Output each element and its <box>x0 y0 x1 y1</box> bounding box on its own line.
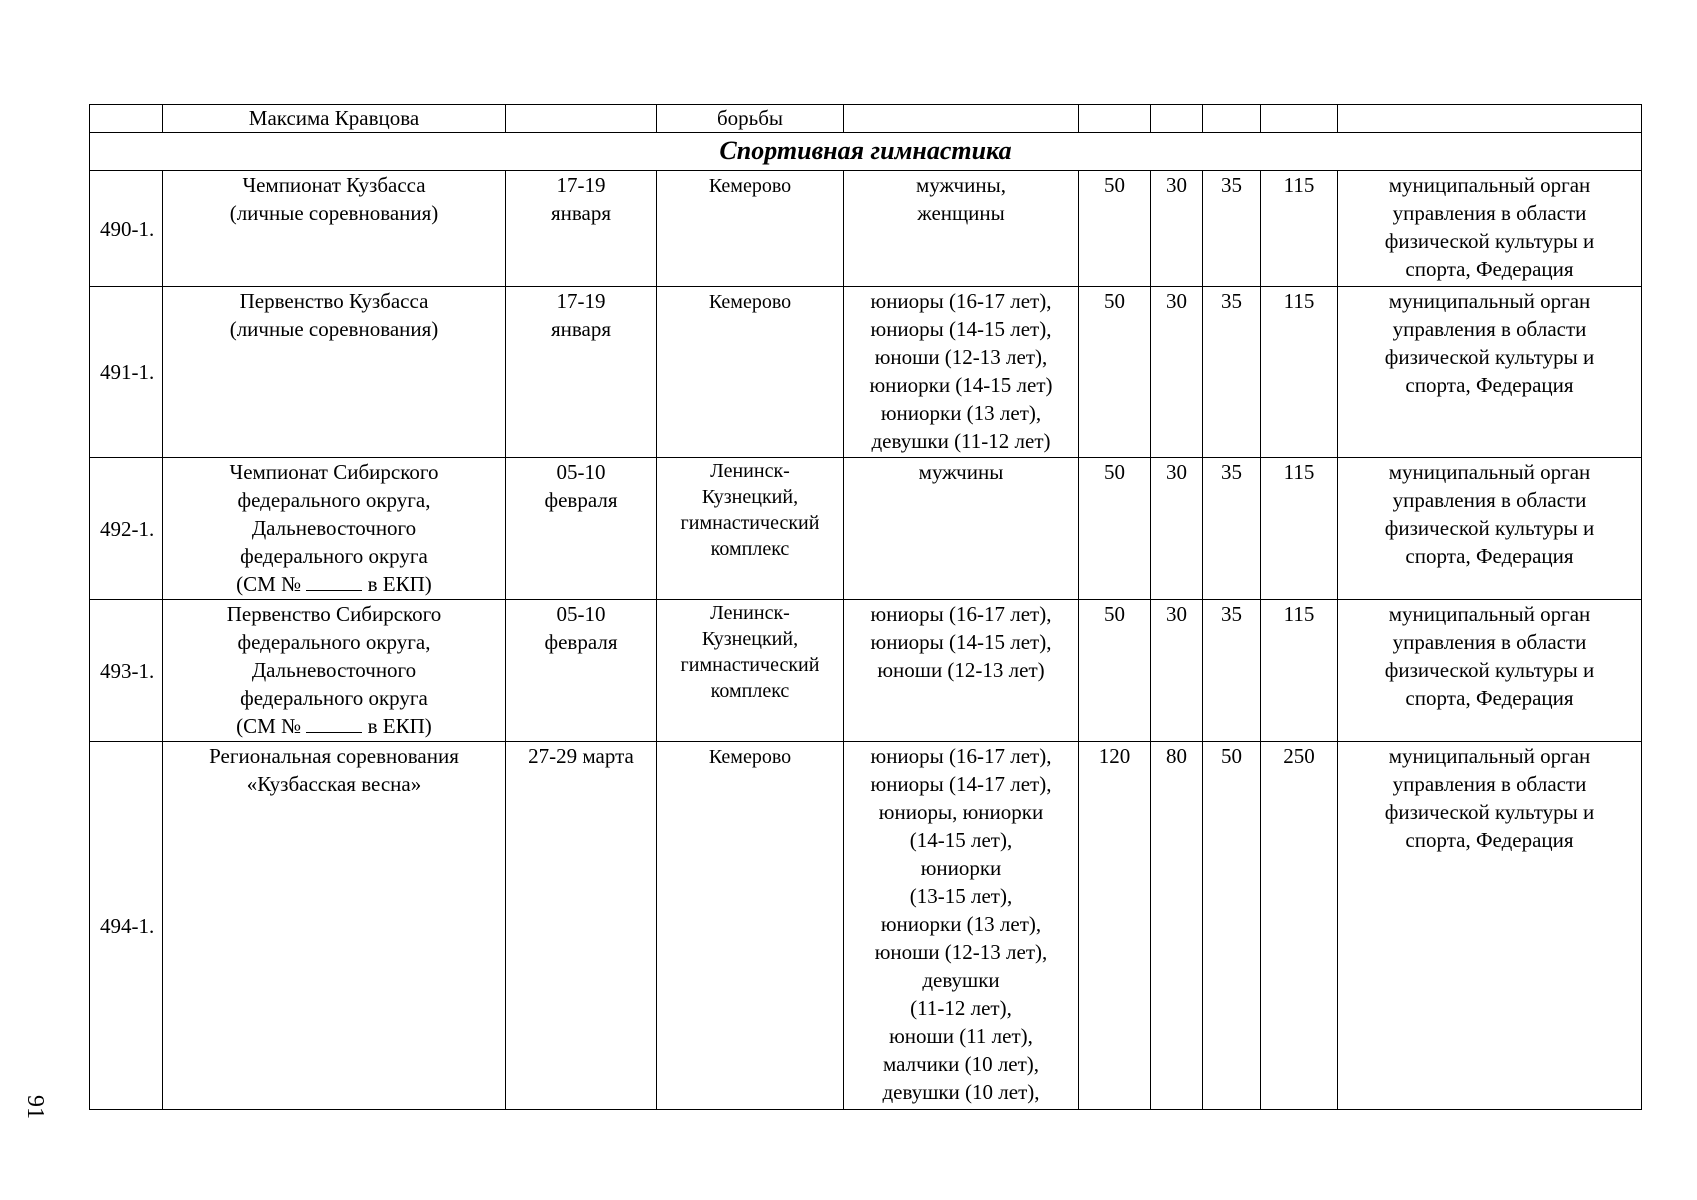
count-total: 115 <box>1261 171 1338 287</box>
cell-c3 <box>1203 105 1261 133</box>
event-name-line: федерального округа, <box>237 630 431 654</box>
count-total: 115 <box>1261 600 1338 742</box>
event-participants: юниоры (16-17 лет), юниоры (14-15 лет), юноши (12-13 лет), юниорки (14-15 лет) юниорки (13 лет), девушки (11-12 лет) <box>844 287 1079 458</box>
event-place: Ленинск- Кузнецкий, гимнастический комплекс <box>657 458 844 600</box>
event-name-line: федерального округа, <box>237 488 431 512</box>
cell-name: Максима Кравцова <box>163 105 506 133</box>
row-number: 492-1. <box>90 458 163 600</box>
count-1: 120 <box>1079 742 1151 1110</box>
count-total: 115 <box>1261 287 1338 458</box>
count-1: 50 <box>1079 171 1151 287</box>
count-3: 35 <box>1203 458 1261 600</box>
schedule-sheet <box>89 104 1641 1110</box>
cell-dates <box>506 105 657 133</box>
count-2: 30 <box>1151 287 1203 458</box>
event-participants: мужчины, женщины <box>844 171 1079 287</box>
event-name: Чемпионат Кузбасса (личные соревнования) <box>163 171 506 287</box>
table-row <box>90 287 1642 458</box>
cell-total <box>1261 105 1338 133</box>
event-name <box>163 600 506 742</box>
page-number: 91 <box>22 1095 48 1119</box>
count-1: 50 <box>1079 600 1151 742</box>
ekp-reference-suffix: в ЕКП) <box>367 714 432 738</box>
count-2: 30 <box>1151 600 1203 742</box>
event-place: Ленинск- Кузнецкий, гимнастический комплекс <box>657 600 844 742</box>
row-number: 494-1. <box>90 742 163 1110</box>
event-name-line: Дальневосточного <box>251 516 417 540</box>
event-participants: юниоры (16-17 лет), юниоры (14-17 лет), юниоры, юниорки (14-15 лет), юниорки (13-15 лет), юниорки (13 лет), юноши (12-13 лет), девушки (11-12 лет), юноши (11 лет), малчики (10 лет), девушки (10 лет), <box>844 742 1079 1110</box>
count-3: 35 <box>1203 171 1261 287</box>
event-place: Кемерово <box>657 287 844 458</box>
event-organizer: муниципальный орган управления в области физической культуры и спорта, Федерация <box>1338 742 1642 1110</box>
event-place: Кемерово <box>657 171 844 287</box>
ekp-reference-prefix: (СМ № <box>236 714 302 738</box>
competition-schedule-table <box>89 104 1642 1110</box>
event-name-line: федерального округа <box>240 686 428 710</box>
section-title: Спортивная гимнастика <box>90 133 1642 171</box>
event-name-line: Чемпионат Сибирского <box>229 460 439 484</box>
event-dates: 05-10 февраля <box>506 600 657 742</box>
table-row <box>90 458 1642 600</box>
count-1: 50 <box>1079 287 1151 458</box>
event-name-line: федерального округа <box>240 544 428 568</box>
row-number: 490-1. <box>90 171 163 287</box>
event-name <box>163 458 506 600</box>
event-place: Кемерово <box>657 742 844 1110</box>
count-3: 35 <box>1203 287 1261 458</box>
cell-c1 <box>1079 105 1151 133</box>
event-dates: 17-19 января <box>506 287 657 458</box>
event-name-line: Первенство Сибирского <box>226 602 442 626</box>
cell-organizer <box>1338 105 1642 133</box>
count-3: 50 <box>1203 742 1261 1110</box>
count-total: 115 <box>1261 458 1338 600</box>
ekp-reference-suffix: в ЕКП) <box>367 572 432 596</box>
event-name: Первенство Кузбасса (личные соревнования) <box>163 287 506 458</box>
event-organizer: муниципальный орган управления в области физической культуры и спорта, Федерация <box>1338 287 1642 458</box>
cell-participants <box>844 105 1079 133</box>
event-participants: мужчины <box>844 458 1079 600</box>
event-dates: 17-19 января <box>506 171 657 287</box>
count-3: 35 <box>1203 600 1261 742</box>
count-2: 80 <box>1151 742 1203 1110</box>
ekp-number-blank <box>306 570 362 591</box>
event-dates: 05-10 февраля <box>506 458 657 600</box>
table-row-continued <box>90 105 1642 133</box>
ekp-reference-prefix: (СМ № <box>236 572 302 596</box>
count-1: 50 <box>1079 458 1151 600</box>
count-2: 30 <box>1151 458 1203 600</box>
section-row <box>90 133 1642 171</box>
table-row <box>90 742 1642 1110</box>
event-organizer: муниципальный орган управления в области физической культуры и спорта, Федерация <box>1338 171 1642 287</box>
row-number: 493-1. <box>90 600 163 742</box>
cell-place: борьбы <box>657 105 844 133</box>
row-number: 491-1. <box>90 287 163 458</box>
count-total: 250 <box>1261 742 1338 1110</box>
count-2: 30 <box>1151 171 1203 287</box>
event-dates: 27-29 марта <box>506 742 657 1110</box>
cell-num <box>90 105 163 133</box>
cell-c2 <box>1151 105 1203 133</box>
event-name-line: Дальневосточного <box>251 658 417 682</box>
event-participants: юниоры (16-17 лет), юниоры (14-15 лет), юноши (12-13 лет) <box>844 600 1079 742</box>
table-row <box>90 600 1642 742</box>
event-name: Региональная соревнования «Кузбасская весна» <box>163 742 506 1110</box>
table-row <box>90 171 1642 287</box>
event-organizer: муниципальный орган управления в области физической культуры и спорта, Федерация <box>1338 458 1642 600</box>
ekp-number-blank <box>306 712 362 733</box>
event-organizer: муниципальный орган управления в области физической культуры и спорта, Федерация <box>1338 600 1642 742</box>
